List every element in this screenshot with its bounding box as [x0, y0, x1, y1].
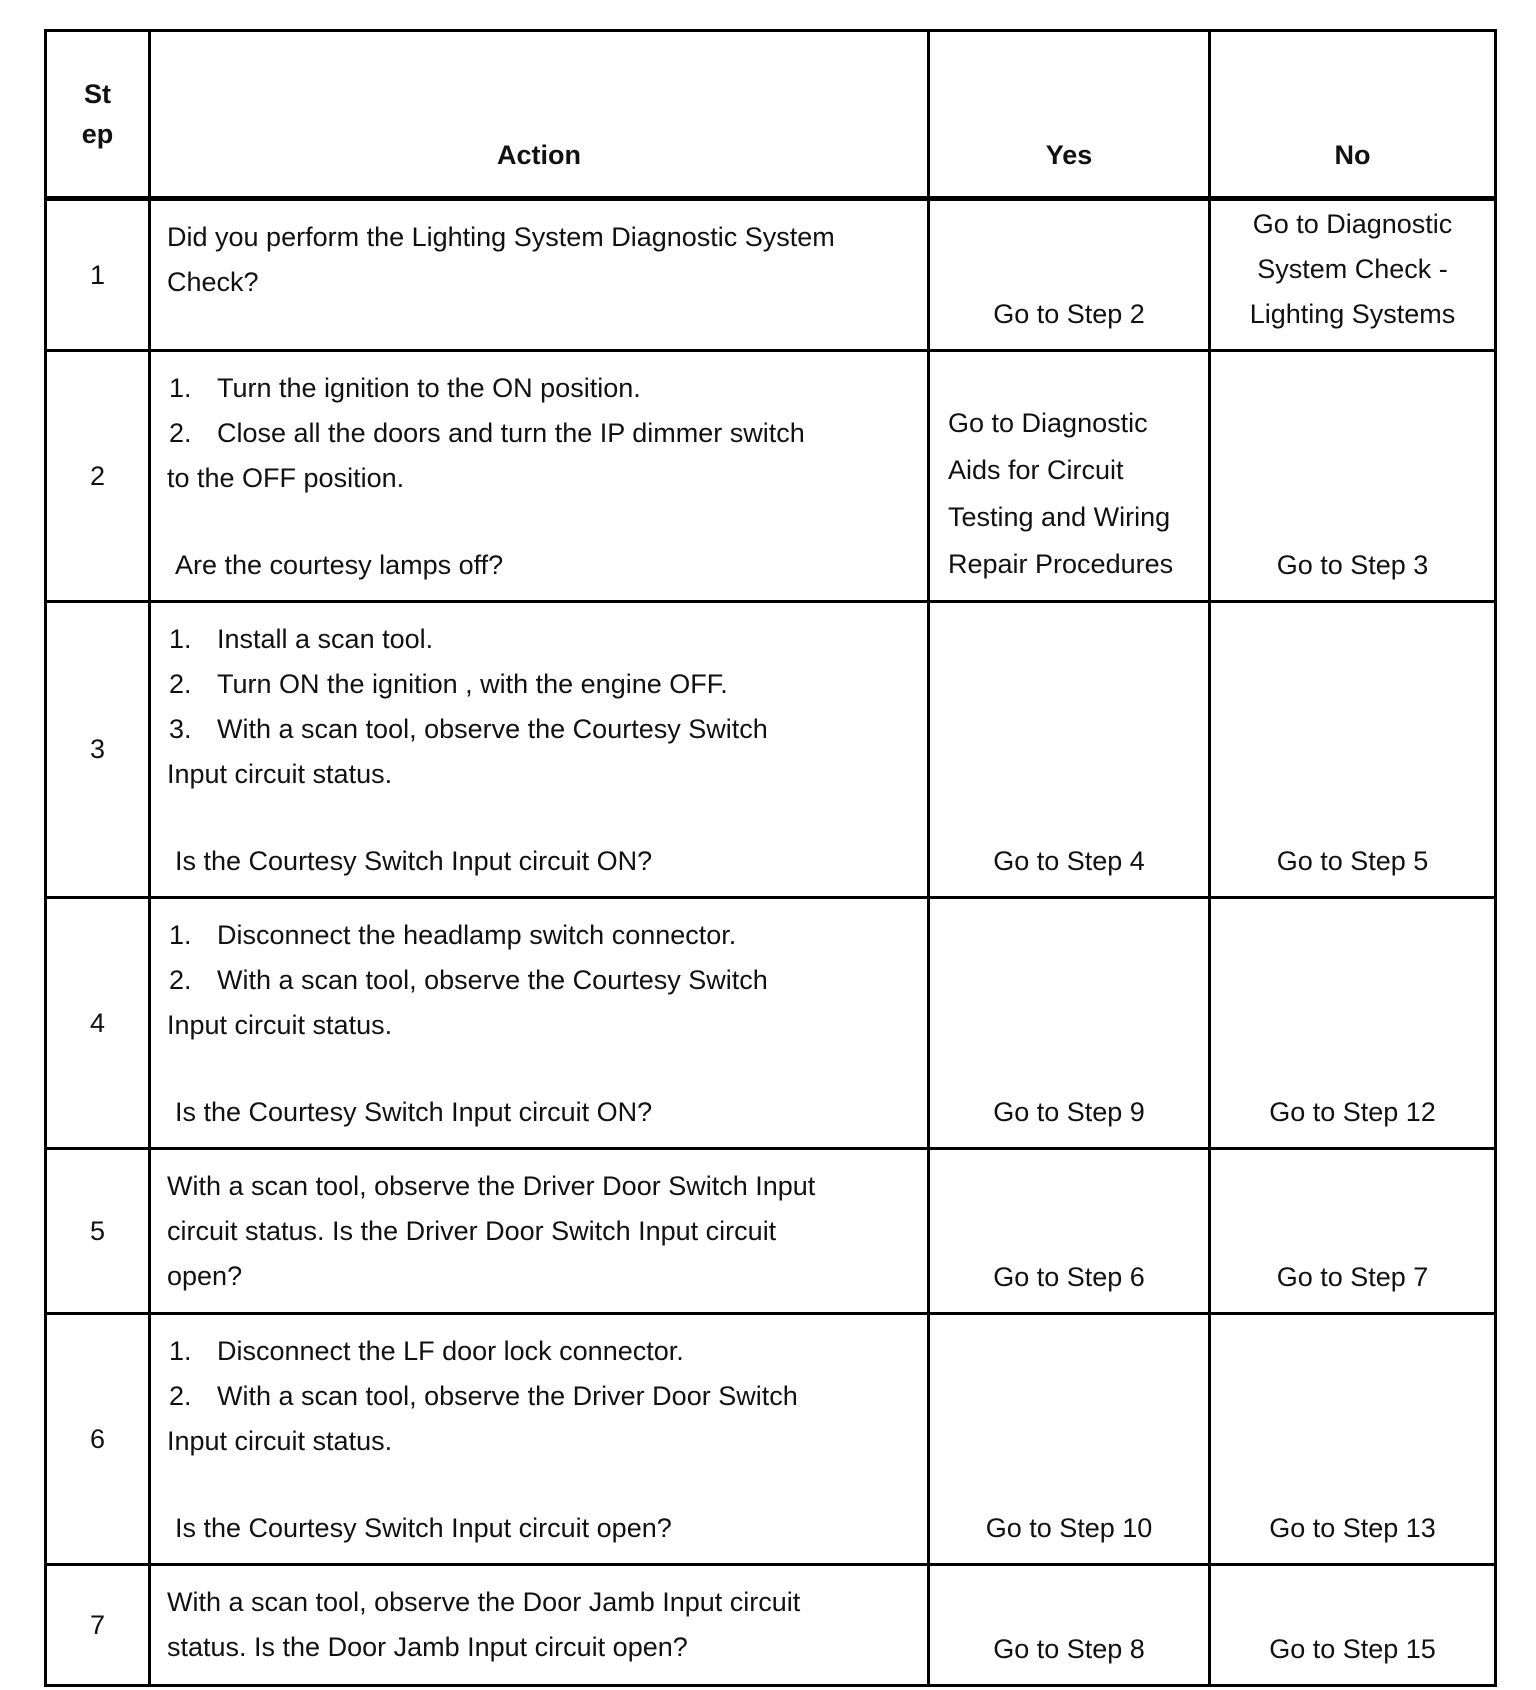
- no-link[interactable]: Go to Step 3: [1276, 550, 1429, 580]
- action-item: 1. Disconnect the headlamp switch connector.: [169, 920, 737, 950]
- header-no: No: [1210, 31, 1496, 199]
- step-number: 5: [46, 1149, 150, 1314]
- action-question: Is the Courtesy Switch Input circuit ON?: [175, 846, 653, 876]
- header-yes: Yes: [929, 31, 1210, 199]
- action-item: 1. Turn the ignition to the ON position.: [169, 373, 641, 403]
- no-cell: [1210, 199, 1496, 351]
- action-cell: [150, 1314, 929, 1565]
- table-row: [46, 199, 1496, 351]
- action-item: 2. Close all the doors and turn the IP dimmer switch: [169, 418, 805, 448]
- action-line: to the OFF position.: [167, 463, 405, 493]
- table-row: [46, 602, 1496, 898]
- step-number: 6: [46, 1314, 150, 1565]
- action-line: Input circuit status.: [167, 759, 393, 789]
- action-line: Input circuit status.: [167, 1426, 393, 1456]
- yes-cell: [929, 1565, 1210, 1686]
- diagnostic-table: [44, 29, 1497, 1687]
- header-step-line: ep: [81, 119, 114, 149]
- no-link[interactable]: Go to Step 7: [1276, 1262, 1429, 1292]
- no-link[interactable]: Go to Step 12: [1269, 1097, 1436, 1127]
- no-cell: [1210, 898, 1496, 1149]
- yes-link[interactable]: Aids for Circuit: [948, 455, 1124, 485]
- yes-cell: [929, 602, 1210, 898]
- table-row: [46, 898, 1496, 1149]
- yes-cell: [929, 1149, 1210, 1314]
- no-cell: [1210, 1149, 1496, 1314]
- action-cell: [150, 1565, 929, 1686]
- no-cell: [1210, 1565, 1496, 1686]
- yes-link[interactable]: Go to Step 9: [993, 1097, 1145, 1127]
- table-row: [46, 1314, 1496, 1565]
- no-link[interactable]: Lighting Systems: [1249, 299, 1456, 329]
- action-line: open?: [167, 1261, 243, 1291]
- yes-link[interactable]: Go to Step 10: [985, 1513, 1153, 1543]
- action-cell: [150, 199, 929, 351]
- action-line: status. Is the Door Jamb Input circuit open?: [167, 1632, 688, 1662]
- yes-link[interactable]: Go to Step 6: [993, 1262, 1145, 1292]
- action-line: Check?: [167, 267, 259, 297]
- header-row: [46, 31, 1496, 199]
- action-item: 2. With a scan tool, observe the Courtesy Switch: [169, 965, 768, 995]
- yes-cell: [929, 898, 1210, 1149]
- no-link[interactable]: Go to Step 13: [1269, 1513, 1436, 1543]
- no-link[interactable]: Go to Step 5: [1276, 846, 1429, 876]
- action-cell: [150, 602, 929, 898]
- no-cell: [1210, 602, 1496, 898]
- table-row: [46, 351, 1496, 602]
- action-line: Did you perform the Lighting System Diagnostic System: [167, 222, 835, 252]
- action-item: 2. With a scan tool, observe the Driver Door Switch: [169, 1381, 798, 1411]
- no-link[interactable]: Go to Step 15: [1269, 1634, 1436, 1664]
- action-question: Are the courtesy lamps off?: [175, 550, 504, 580]
- step-number: 2: [46, 351, 150, 602]
- no-cell: [1210, 351, 1496, 602]
- action-line: With a scan tool, observe the Door Jamb Input circuit: [167, 1587, 801, 1617]
- action-item: 1. Disconnect the LF door lock connector.: [169, 1336, 684, 1366]
- step-number: 1: [46, 199, 150, 351]
- action-line: Input circuit status.: [167, 1010, 393, 1040]
- action-question: Is the Courtesy Switch Input circuit open?: [175, 1513, 672, 1543]
- no-link[interactable]: System Check -: [1257, 254, 1448, 284]
- action-item: 2. Turn ON the ignition , with the engine OFF.: [169, 669, 728, 699]
- no-link[interactable]: Go to Diagnostic: [1252, 209, 1453, 239]
- yes-cell: [929, 199, 1210, 351]
- action-cell: [150, 898, 929, 1149]
- header-step: [46, 31, 150, 199]
- step-number: 7: [46, 1565, 150, 1686]
- header-action: Action: [150, 31, 929, 199]
- yes-link[interactable]: Testing and Wiring: [948, 502, 1171, 532]
- no-cell: [1210, 1314, 1496, 1565]
- yes-link[interactable]: Go to Step 8: [993, 1634, 1145, 1664]
- yes-link[interactable]: Go to Step 4: [993, 846, 1145, 876]
- yes-link[interactable]: Go to Diagnostic: [948, 408, 1148, 438]
- step-number: 4: [46, 898, 150, 1149]
- step-number: 3: [46, 602, 150, 898]
- action-line: circuit status. Is the Driver Door Switch Input circuit: [167, 1216, 777, 1246]
- header-step-line: St: [84, 79, 111, 109]
- action-cell: [150, 351, 929, 602]
- yes-cell: [929, 351, 1210, 602]
- action-cell: [150, 1149, 929, 1314]
- table-row: [46, 1565, 1496, 1686]
- action-line: With a scan tool, observe the Driver Door Switch Input: [167, 1171, 816, 1201]
- yes-cell: [929, 1314, 1210, 1565]
- action-item: 3. With a scan tool, observe the Courtesy Switch: [169, 714, 768, 744]
- yes-link[interactable]: Repair Procedures: [948, 549, 1174, 579]
- table-row: [46, 1149, 1496, 1314]
- yes-link[interactable]: Go to Step 2: [993, 299, 1145, 329]
- action-question: Is the Courtesy Switch Input circuit ON?: [175, 1097, 653, 1127]
- action-item: 1. Install a scan tool.: [169, 624, 434, 654]
